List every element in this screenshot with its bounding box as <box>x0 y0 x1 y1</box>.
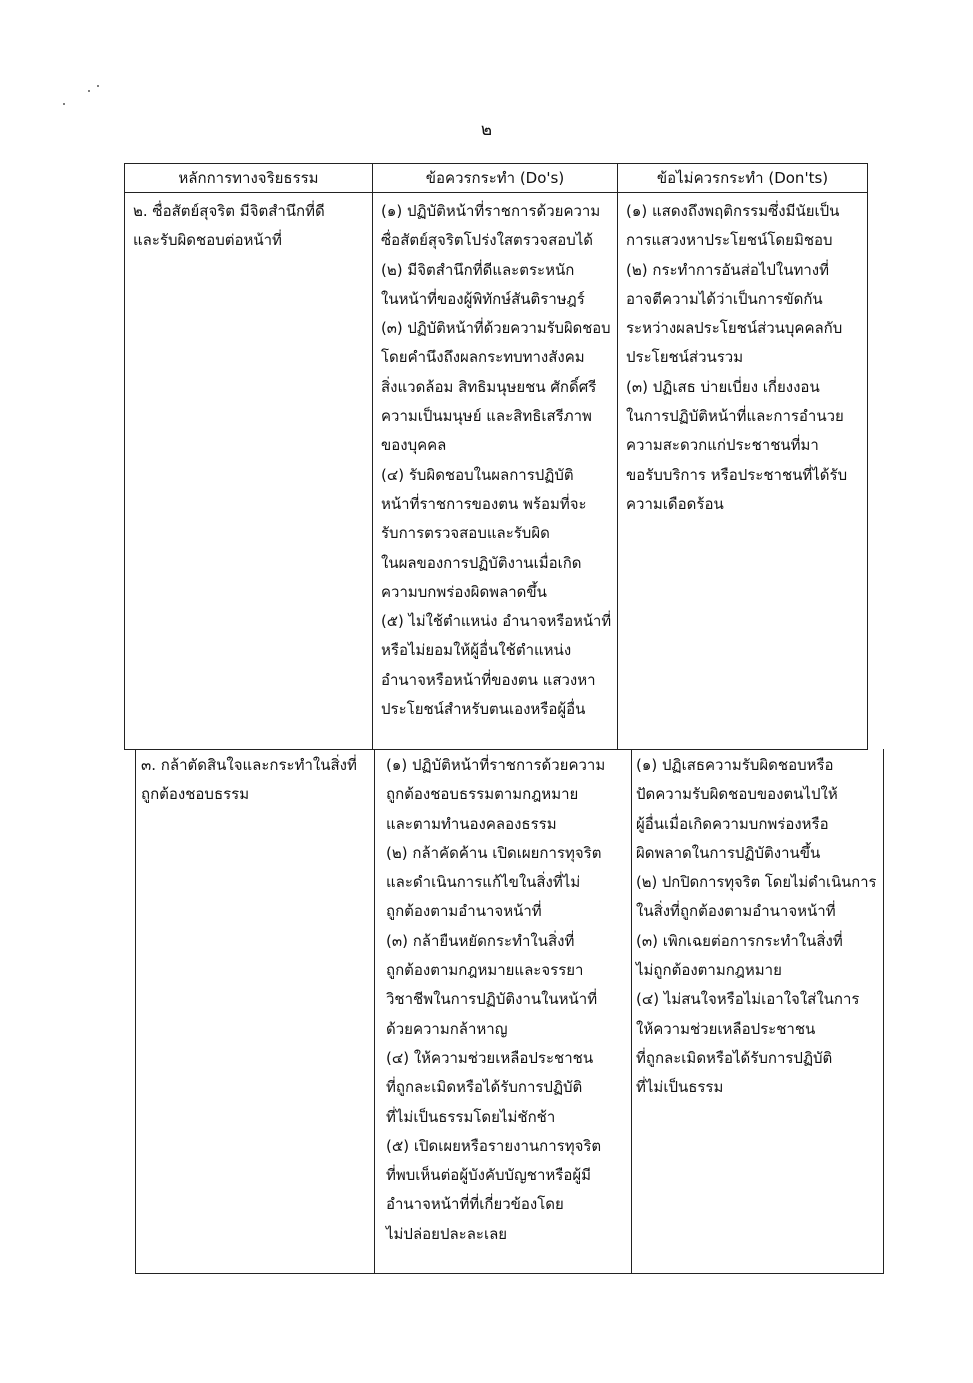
text-line: ประโยชน์สำหรับตนเองหรือผู้อื่น <box>381 700 586 719</box>
text-line: ในสิ่งที่ถูกต้องตามอำนาจหน้าที่ <box>636 902 836 921</box>
text-line: ที่พบเห็นต่อผู้บังคับบัญชาหรือผู้มี <box>386 1166 592 1185</box>
page-number: ๒ <box>480 120 493 140</box>
text-line: ถูกต้องตามกฎหมายและจรรยา <box>386 961 584 980</box>
text-line: โดยคำนึงถึงผลกระทบทางสังคม <box>381 348 585 367</box>
table-border <box>124 163 868 164</box>
text-line: ที่ไม่เป็นธรรม <box>636 1078 724 1097</box>
row-2-principle <box>141 751 357 810</box>
header-principle: หลักการทางจริยธรรม <box>178 169 319 187</box>
row-2-dos <box>386 751 605 1249</box>
text-line: ในหน้าที่ของผู้พิทักษ์สันติราษฎร์ <box>381 289 585 308</box>
table-border <box>124 192 868 193</box>
text-line: (๓) เพิกเฉยต่อการกระทำในสิ่งที่ <box>636 931 843 950</box>
table-border <box>124 749 868 750</box>
text-line: (๓) ปฏิเสธ บ่ายเบี่ยง เกี่ยงงอน <box>626 377 820 396</box>
text-line: อาจตีความได้ว่าเป็นการขัดกัน <box>626 289 823 308</box>
text-line: ในการปฏิบัติหน้าที่และการอำนวย <box>626 407 844 426</box>
text-line: ถูกต้องชอบธรรมตามกฎหมาย <box>386 785 579 804</box>
header-donts: ข้อไม่ควรกระทำ (Don'ts) <box>656 169 829 187</box>
text-line: และรับผิดชอบต่อหน้าที่ <box>133 231 282 250</box>
text-line: (๒) กล้าคัดค้าน เปิดเผยการทุจริต <box>386 843 602 862</box>
text-line: ที่ถูกละเมิดหรือได้รับการปฏิบัติ <box>636 1048 833 1067</box>
text-line: ที่ถูกละเมิดหรือได้รับการปฏิบัติ <box>386 1078 583 1097</box>
text-line: ความสะดวกแก่ประชาชนที่มา <box>626 436 819 455</box>
table-border <box>135 1273 884 1274</box>
table-border <box>374 749 375 1274</box>
text-line: การแสวงหาประโยชน์โดยมิชอบ <box>626 231 833 250</box>
text-line: (๒) ปกปิดการทุจริต โดยไม่ดำเนินการ <box>636 873 877 892</box>
text-line: (๑) ปฏิบัติหน้าที่ราชการด้วยความ <box>386 756 606 774</box>
table-border <box>135 749 136 1274</box>
table-border <box>617 163 618 750</box>
text-line: (๑) แสดงถึงพฤติกรรมซึ่งมีนัยเป็น <box>626 202 840 220</box>
table-border <box>372 163 373 750</box>
header-dos: ข้อควรกระทำ (Do's) <box>425 169 565 187</box>
text-line: ๓. กล้าตัดสินใจและกระทำในสิ่งที่ <box>141 756 357 774</box>
text-line: ประโยชน์ส่วนรวม <box>626 348 744 367</box>
text-line: อำนาจหน้าที่ที่เกี่ยวข้องโดย <box>386 1195 564 1214</box>
text-line: (๕) เปิดเผยหรือรายงานการทุจริต <box>386 1136 602 1155</box>
text-line: (๔) ไม่สนใจหรือไม่เอาใจใส่ในการ <box>636 990 860 1009</box>
text-line: ไม่ถูกต้องตามกฎหมาย <box>636 961 782 980</box>
text-line: ของบุคคล <box>381 436 447 455</box>
text-line: หน้าที่ราชการของตน พร้อมที่จะ <box>381 494 587 513</box>
text-line: (๕) ไม่ใช้ตำแหน่ง อำนาจหรือหน้าที่ <box>381 612 612 631</box>
text-line: และดำเนินการแก้ไขในสิ่งที่ไม่ <box>386 873 581 892</box>
text-line: วิชาชีพในการปฏิบัติงานในหน้าที่ <box>386 990 598 1009</box>
text-line: ผู้อื่นเมื่อเกิดความบกพร่องหรือ <box>636 814 829 833</box>
row-1-donts <box>626 197 847 519</box>
text-line: ที่ไม่เป็นธรรมโดยไม่ชักช้า <box>386 1107 556 1126</box>
text-line: ถูกต้องตามอำนาจหน้าที่ <box>386 902 542 921</box>
text-line: หรือไม่ยอมให้ผู้อื่นใช้ตำแหน่ง <box>381 641 572 660</box>
text-line: ถูกต้องชอบธรรม <box>141 785 250 804</box>
text-line: ความเป็นมนุษย์ และสิทธิเสรีภาพ <box>381 407 592 426</box>
table-border <box>631 749 632 1274</box>
text-line: (๓) กล้ายืนหยัดกระทำในสิ่งที่ <box>386 931 575 950</box>
row-2-donts <box>636 751 880 1103</box>
text-line: (๑) ปฏิเสธความรับผิดชอบหรือ <box>636 756 834 774</box>
text-line: ปัดความรับผิดชอบของตนไปให้ <box>636 785 838 804</box>
text-line: สิ่งแวดล้อม สิทธิมนุษยชน ศักดิ์ศรี <box>381 377 597 396</box>
text-line: (๔) รับผิดชอบในผลการปฏิบัติ <box>381 465 574 484</box>
text-line: ผิดพลาดในการปฏิบัติงานขึ้น <box>636 843 821 862</box>
row-1-principle <box>133 197 325 256</box>
text-line: ความบกพร่องผิดพลาดขึ้น <box>381 582 547 601</box>
table-border <box>124 163 125 750</box>
text-line: ซื่อสัตย์สุจริตโปร่งใสตรวจสอบได้ <box>381 231 594 250</box>
text-line: อำนาจหรือหน้าที่ของตน แสวงหา <box>381 670 596 689</box>
text-line: ขอรับบริการ หรือประชาชนที่ได้รับ <box>626 465 848 484</box>
text-line: และตามทำนองคลองธรรม <box>386 814 557 833</box>
text-line: (๔) ให้ความช่วยเหลือประชาชน <box>386 1048 594 1067</box>
row-1-dos <box>381 197 614 724</box>
table-border <box>883 749 884 1274</box>
text-line: ให้ความช่วยเหลือประชาชน <box>636 1019 816 1038</box>
text-line: ไม่ปล่อยปละละเลย <box>386 1224 508 1243</box>
text-line: รับการตรวจสอบและรับผิด <box>381 524 550 543</box>
text-line: ความเดือดร้อน <box>626 494 724 513</box>
text-line: ระหว่างผลประโยชน์ส่วนบุคคลกับ <box>626 319 843 338</box>
text-line: (๑) ปฏิบัติหน้าที่ราชการด้วยความ <box>381 202 601 220</box>
text-line: (๓) ปฏิบัติหน้าที่ด้วยความรับผิดชอบ <box>381 319 611 338</box>
table-border <box>867 163 868 750</box>
text-line: ในผลของการปฏิบัติงานเมื่อเกิด <box>381 553 582 572</box>
text-line: (๒) มีจิตสำนึกที่ดีและตระหนัก <box>381 260 575 279</box>
text-line: (๒) กระทำการอันส่อไปในทางที่ <box>626 260 830 279</box>
text-line: ด้วยความกล้าหาญ <box>386 1019 508 1038</box>
text-line: ๒. ซื่อสัตย์สุจริต มีจิตสำนึกที่ดี <box>133 202 325 220</box>
